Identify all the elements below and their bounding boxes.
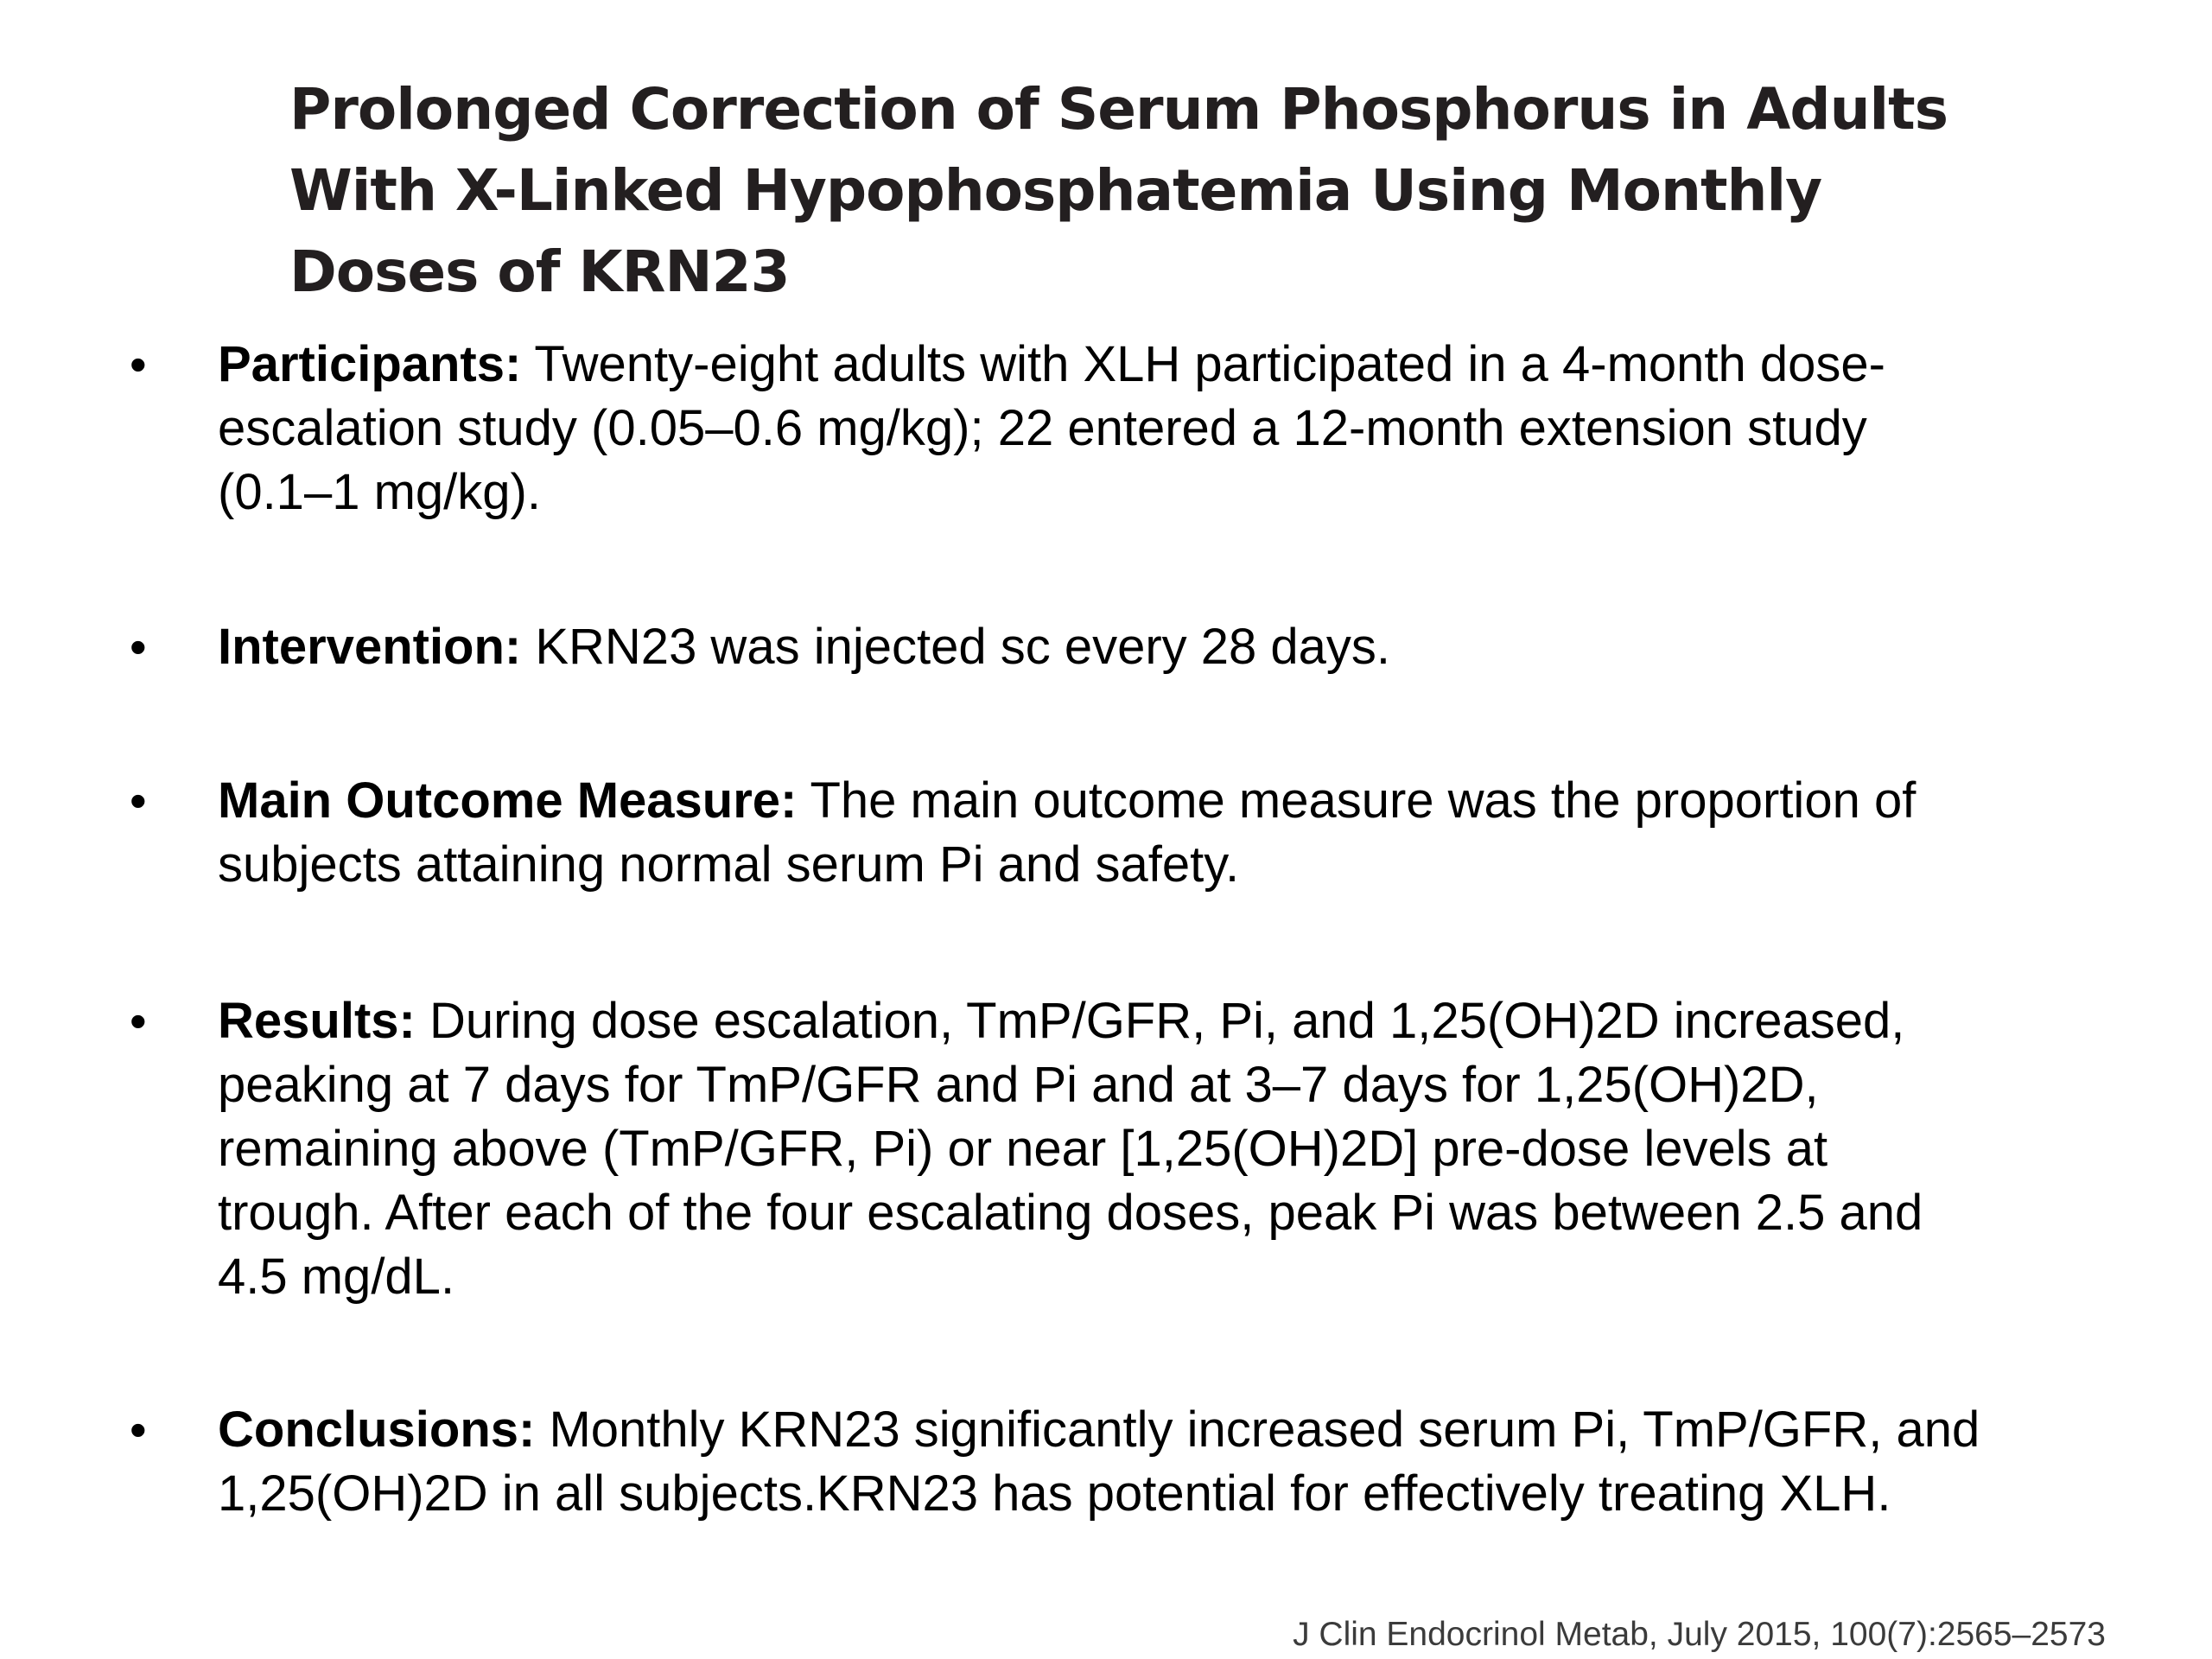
bullet-line: Twenty-eight adults with XLH participated in a 4-month dose- xyxy=(521,336,1885,392)
bullet-line: KRN23 was injected sc every 28 days. xyxy=(521,619,1391,675)
bullet-dot: • xyxy=(130,620,147,674)
bullet-line: 4.5 mg/dL. xyxy=(218,1249,455,1305)
bullet-text xyxy=(218,1398,2196,1526)
bullet-dot: • xyxy=(130,994,147,1048)
journal-citation: J Clin Endocrinol Metab, July 2015, 100(7):2565–2573 xyxy=(1293,1616,2106,1653)
slide-title xyxy=(289,69,2018,313)
bullet-text xyxy=(218,769,2196,897)
bullet-line: peaking at 7 days for TmP/GFR and Pi and at 3–7 days for 1,25(OH)2D, xyxy=(218,1057,1819,1113)
bullet-label: Participants: xyxy=(218,336,522,392)
bullet-label: Results: xyxy=(218,993,416,1049)
bullet-dot: • xyxy=(130,1402,147,1457)
bullet-label: Intervention: xyxy=(218,619,522,675)
bullet-line: (0.1–1 mg/kg). xyxy=(218,464,541,520)
bullet-line: remaining above (TmP/GFR, Pi) or near [1,25(OH)2D] pre-dose levels at xyxy=(218,1121,1828,1177)
title-line-3: Doses of KRN23 xyxy=(289,238,790,305)
title-line-2: With X-Linked Hypophosphatemia Using Monthly xyxy=(289,157,1822,224)
bullet-line: During dose escalation, TmP/GFR, Pi, and 1,25(OH)2D increased, xyxy=(415,993,1905,1049)
bullet-label: Main Outcome Measure: xyxy=(218,772,798,829)
bullet-line: 1,25(OH)2D in all subjects.KRN23 has potential for effectively treating XLH. xyxy=(218,1465,1891,1522)
bullet-line: escalation study (0.05–0.6 mg/kg); 22 entered a 12-month extension study xyxy=(218,400,1867,456)
bullet-line: trough. After each of the four escalating doses, peak Pi was between 2.5 and xyxy=(218,1185,1923,1241)
title-line-1: Prolonged Correction of Serum Phosphorus in Adults xyxy=(289,76,1948,143)
bullet-text xyxy=(218,333,2196,524)
bullet-text xyxy=(218,989,2196,1309)
bullet-line: Monthly KRN23 significantly increased serum Pi, TmP/GFR, and xyxy=(535,1402,1980,1458)
bullet-dot: • xyxy=(130,773,147,828)
bullet-dot: • xyxy=(130,337,147,391)
bullet-text xyxy=(218,615,2196,679)
bullet-line: subjects attaining normal serum Pi and safety. xyxy=(218,836,1240,893)
bullet-label: Conclusions: xyxy=(218,1402,536,1458)
bullet-line: The main outcome measure was the proportion of xyxy=(797,772,1916,829)
